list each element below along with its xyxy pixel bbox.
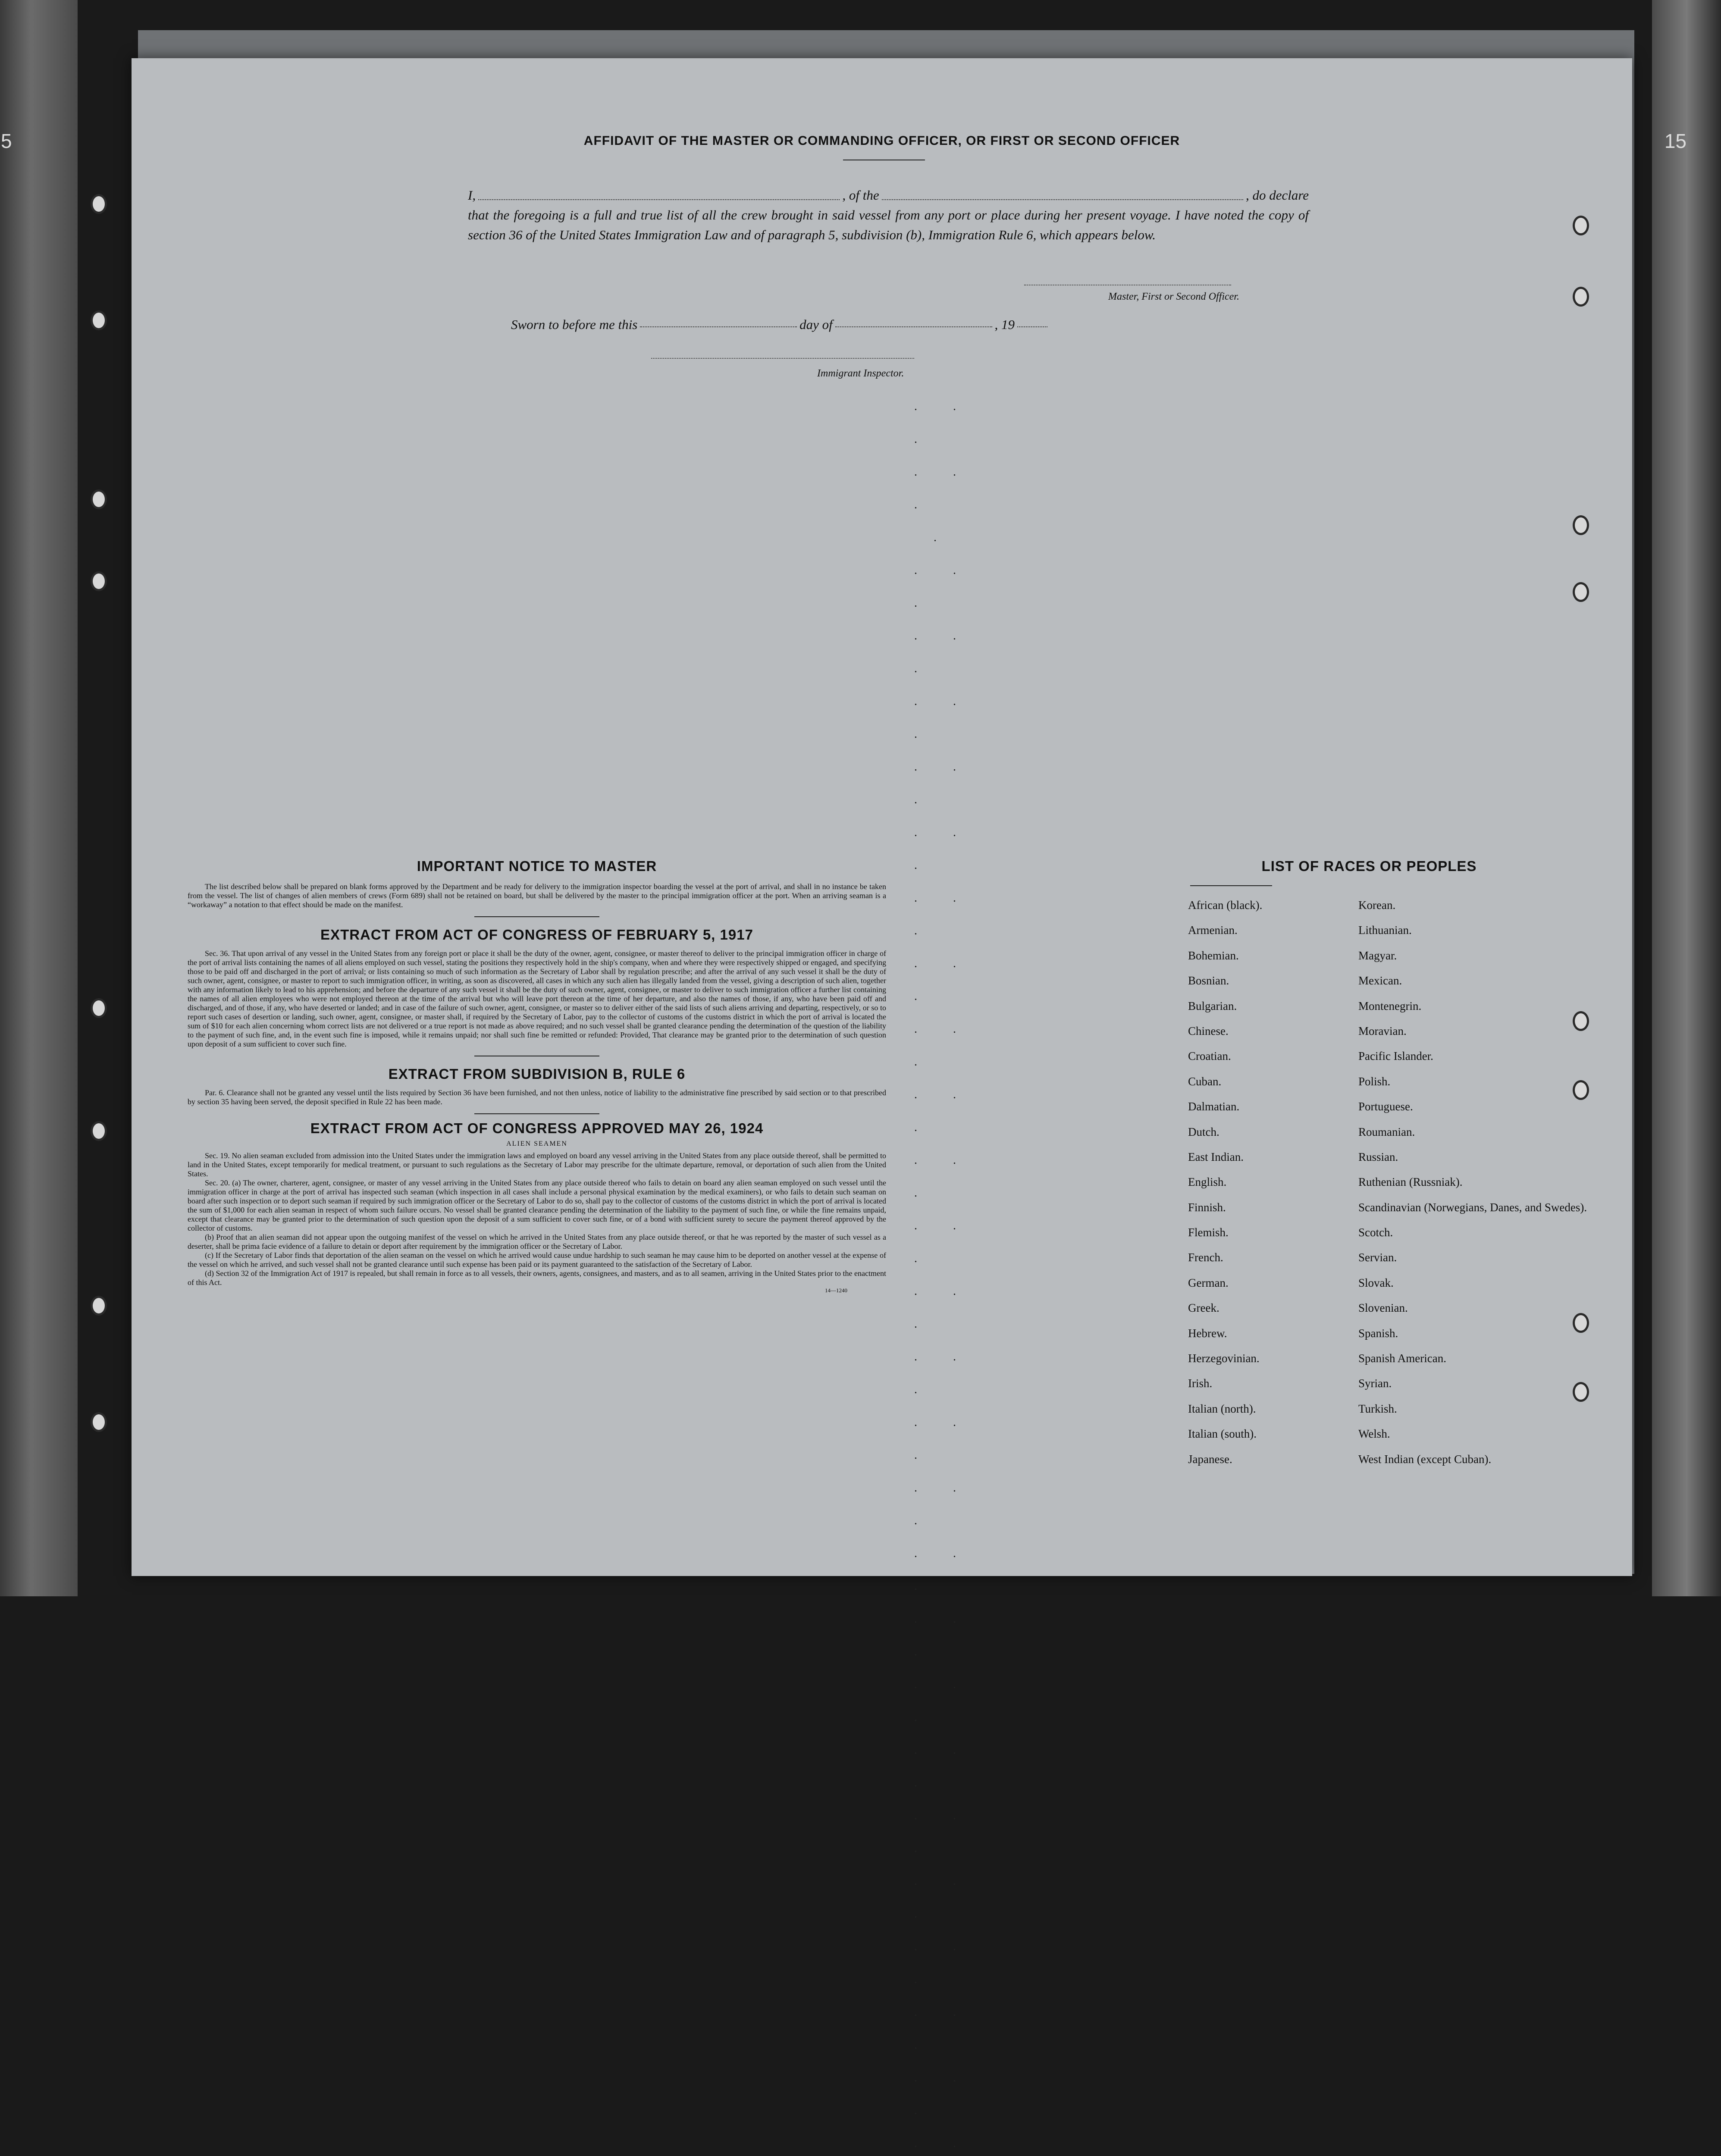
race-item: Chinese. bbox=[1188, 1024, 1229, 1037]
race-item: Korean. bbox=[1358, 899, 1396, 912]
inspector-signature-label: Immigrant Inspector. bbox=[817, 368, 904, 379]
race-item: Lithuanian. bbox=[1358, 924, 1412, 937]
binder-left-edge bbox=[0, 0, 78, 1596]
race-item: Syrian. bbox=[1358, 1377, 1392, 1390]
sworn-month-prefix: day of bbox=[799, 317, 833, 332]
sworn-year-prefix: , 19 bbox=[994, 317, 1015, 332]
extract-1917-text: Sec. 36. That upon arrival of any vessel in the United States from any foreign port or place it shall be the duty of the owner, agent, consignee, or master thereof to deliver to the principal immigration officer in charge of the port of arrival lists containing the names of all aliens employed on such vessel, stating the positions they respectively hold in the ship's company, when and where they were respectively shipped or engaged, and specifying those to be paid off and discharged in the port of arrival; or lists containing so much of such information as the Secretary of Labor shall by regulation prescribe; and after the arrival of any such vessel it shall be the duty of such owner, agent, consignee, or master to report to such immigration officer, in writing, as soon as discovered, all cases in which any such alien has illegally landed from the vessel, giving a description of such alien, together with any information likely to lead to his apprehension; and before the departure of any such vessel it shall be the duty of such owner, agent, consignee, or master to deliver to such immigration officer a further list containing the names of all alien employees who were not employed thereon at the time of the arrival but who will leave port thereon at the time of her departure, and also the names of those, if any, who have been paid off and discharged, and of those, if any, who have deserted or landed; and in case of the failure of such owner, agent, consignee, or master so to deliver either of the said lists of such aliens arriving and departing, respectively, or so to report such cases of desertion or landing, such owner, agent, consignee, or master shall, if required by the Secretary of Labor, pay to the collector of customs of the customs district in which the port of arrival is located the sum of $10 for each alien concerning whom correct lists are not delivered or a true report is not made as above required; and no such vessel shall be granted clearance pending the determination of the question of the liability to the payment of such fine, and, in the event such fine is imposed, while it remains unpaid; nor shall such fine be remitted or refunded: Provided, That clearance may be granted prior to the determination of such question upon deposit of a sum sufficient to cover such fine. bbox=[188, 949, 886, 1048]
binder-hole bbox=[91, 998, 107, 1018]
binder-hole bbox=[1573, 515, 1589, 535]
sec20b-text: (b) Proof that an alien seaman did not appear upon the outgoing manifest of the vessel on which he arrived in the United States from any place outside thereof, or that he was reported by the master of such vessel as a deserter, shall be prima facie evidence of a failure to detain or deport after requirement by the immigration officer or the Secretary of Labor. bbox=[188, 1233, 886, 1250]
race-item: Bohemian. bbox=[1188, 949, 1239, 962]
race-item: Croatian. bbox=[1188, 1050, 1231, 1063]
race-item: Moravian. bbox=[1358, 1024, 1407, 1037]
race-item: Magyar. bbox=[1358, 949, 1397, 962]
binder-hole bbox=[91, 194, 107, 214]
alien-seamen-subtitle: ALIEN SEAMEN bbox=[506, 1140, 567, 1147]
race-item: Montenegrin. bbox=[1358, 999, 1422, 1012]
declarant-name-field[interactable] bbox=[478, 185, 840, 200]
race-item: Greek. bbox=[1188, 1301, 1219, 1315]
extract-1924-title: EXTRACT FROM ACT OF CONGRESS APPROVED MAY 26, 1924 bbox=[310, 1120, 764, 1136]
race-item: Armenian. bbox=[1188, 924, 1238, 937]
race-item: Japanese. bbox=[1188, 1452, 1232, 1466]
sworn-prefix: Sworn to before me this bbox=[511, 317, 638, 332]
extract-rule6-text: Par. 6. Clearance shall not be granted any vessel until the lists required by Section 36 have been furnished, and not then unless, notice of liability to the administrative fine prescribed by said section or to that prescribed by section 35 having been served, the deposit specified in Rule 22 has been made. bbox=[188, 1088, 886, 1106]
vessel-name-field[interactable] bbox=[882, 185, 1243, 200]
race-item: Welsh. bbox=[1358, 1427, 1390, 1441]
race-item: Italian (north). bbox=[1188, 1402, 1256, 1415]
race-item: Slovenian. bbox=[1358, 1301, 1408, 1315]
sworn-day-field[interactable] bbox=[640, 317, 797, 327]
race-item: Bulgarian. bbox=[1188, 999, 1237, 1012]
race-item: Scotch. bbox=[1358, 1226, 1393, 1239]
sec20d-text: (d) Section 32 of the Immigration Act of 1917 is repealed, but shall remain in force as to all vessels, their owners, agents, consignees, and masters, and as to all seamen, arriving in the United States prior to the enactment of this Act. bbox=[188, 1269, 886, 1287]
race-item: Russian. bbox=[1358, 1150, 1398, 1163]
binder-hole bbox=[91, 1412, 107, 1432]
binder-hole bbox=[91, 1121, 107, 1141]
document-page bbox=[132, 58, 1632, 2150]
race-item: Spanish American. bbox=[1358, 1352, 1446, 1365]
race-item: Pacific Islander. bbox=[1358, 1050, 1433, 1063]
race-item: Irish. bbox=[1188, 1377, 1213, 1390]
races-list-title: LIST OF RACES OR PEOPLES bbox=[1261, 858, 1477, 874]
race-item: German. bbox=[1188, 1276, 1229, 1289]
race-item: Slovak. bbox=[1358, 1276, 1394, 1289]
race-item: Polish. bbox=[1358, 1075, 1391, 1088]
races-title-underline bbox=[1190, 885, 1272, 886]
notice-title: IMPORTANT NOTICE TO MASTER bbox=[417, 858, 657, 874]
sec20c-text: (c) If the Secretary of Labor finds that deportation of the alien seaman on the vessel on which he arrived would cause undue hardship to such seaman he may cause him to be deported on another vessel at the expense of the vessel on which he arrived, and such vessel shall not be granted clearance until such expense has been paid or its payment guaranteed to the satisfaction of the Secretary of Labor. bbox=[188, 1251, 886, 1269]
affidavit-body: that the foregoing is a full and true list of all the crew brought in said vessel from any port or place during her present voyage. I have noted the copy of section 36 of the United States Immigration Law and of paragraph 5, subdivision (b), Immigration Rule 6, which appears below. bbox=[468, 207, 1309, 242]
affidavit-statement bbox=[468, 185, 1309, 245]
binder-hole bbox=[91, 571, 107, 591]
binder-hole bbox=[91, 1296, 107, 1316]
race-item: African (black). bbox=[1188, 899, 1263, 912]
races-list bbox=[1188, 899, 1598, 1478]
race-item: West Indian (except Cuban). bbox=[1358, 1452, 1492, 1466]
officer-signature-label: Master, First or Second Officer. bbox=[1108, 291, 1239, 302]
race-item: Portuguese. bbox=[1358, 1100, 1413, 1113]
race-item: Servian. bbox=[1358, 1251, 1397, 1264]
race-item: Cuban. bbox=[1188, 1075, 1222, 1088]
race-item: French. bbox=[1188, 1251, 1223, 1264]
left-edge-page-number: 5 bbox=[1, 130, 12, 152]
race-item: East Indian. bbox=[1188, 1150, 1244, 1163]
declarant-prefix: I, bbox=[468, 188, 476, 203]
inspector-signature-field[interactable] bbox=[651, 358, 914, 359]
race-item: Spanish. bbox=[1358, 1326, 1398, 1340]
race-item: Scandinavian (Norwegians, Danes, and Swedes). bbox=[1358, 1200, 1587, 1214]
affidavit-declaration-line bbox=[468, 185, 1309, 205]
section-divider bbox=[474, 1113, 599, 1114]
notice-column bbox=[188, 858, 886, 1294]
sworn-line bbox=[511, 317, 1050, 332]
binder-right-edge bbox=[1652, 0, 1721, 1596]
dot-column-decoration: . . . . . . . . . . . . . . . . . . . . . . . . . . . . . . . . . . . . . . . . . . . . . . . . . . . . . . . . . . . . . . . . . . . . . . . . . . . . . . . . . bbox=[914, 400, 972, 2150]
notice-text: The list described below shall be prepared on blank forms approved by the Department and be ready for delivery to the immigration inspector boarding the vessel at the port of arrival, and shall in no instance be taken from the vessel. The list of changes of alien members of crews (Form 689) shall not be retained on board, but shall be delivered by the master to the principal immigration officer at the port. When an arriving seaman is a “workaway” a notation to that effect should be made on the manifest. bbox=[188, 882, 886, 909]
binder-hole bbox=[1573, 287, 1589, 307]
binder-hole bbox=[91, 310, 107, 330]
race-item: Turkish. bbox=[1358, 1402, 1397, 1415]
affidavit-title: AFFIDAVIT OF THE MASTER OR COMMANDING OFFICER, OR FIRST OR SECOND OFFICER bbox=[583, 134, 1180, 148]
extract-rule6-title: EXTRACT FROM SUBDIVISION B, RULE 6 bbox=[388, 1066, 686, 1082]
declare-suffix: , do declare bbox=[1245, 188, 1309, 203]
race-item: Flemish. bbox=[1188, 1226, 1229, 1239]
binder-hole bbox=[1573, 216, 1589, 235]
sworn-month-field[interactable] bbox=[835, 317, 992, 327]
race-item: Finnish. bbox=[1188, 1200, 1226, 1214]
binder-hole bbox=[91, 489, 107, 509]
sec20a-text: Sec. 20. (a) The owner, charterer, agent, consignee, or master of any vessel arriving in the United States from any place outside thereof who fails to detain on board any alien seaman employed on such vessel until the immigration officer in charge at the port of arrival has inspected such seaman (which inspection in all cases shall include a personal physical examination by the medical examiners), or who fails to detain such seaman on board after such inspection or to deport such seaman if required by such immigration officer or the Secretary of Labor to do so, shall pay to the collector of customs of the customs district in which the port of arrival is located the sum of $1,000 for each alien seaman in respect of whom such failure occurs. No vessel shall be granted clearance pending the determination of the liability to the payment of such fine, or while the fine remains unpaid, except that clearance may be granted prior to the determination of such question upon the deposit of a sum sufficient to cover such fine, or of a bond with sufficient surety to secure the payment thereof approved by the collector of customs. bbox=[188, 1178, 886, 1232]
race-item: Dutch. bbox=[1188, 1125, 1219, 1138]
binder-hole bbox=[1573, 582, 1589, 602]
race-item: Ruthenian (Russniak). bbox=[1358, 1175, 1463, 1189]
section-divider bbox=[474, 916, 599, 917]
race-item: Roumanian. bbox=[1358, 1125, 1415, 1138]
extract-1917-title: EXTRACT FROM ACT OF CONGRESS OF FEBRUARY 5, 1917 bbox=[320, 927, 753, 943]
race-item: Dalmatian. bbox=[1188, 1100, 1240, 1113]
race-item: English. bbox=[1188, 1175, 1227, 1189]
right-edge-page-number: 15 bbox=[1664, 130, 1687, 152]
form-number: 14—1240 bbox=[825, 1287, 847, 1294]
race-item: Herzegovinian. bbox=[1188, 1352, 1260, 1365]
race-item: Italian (south). bbox=[1188, 1427, 1257, 1441]
race-item: Mexican. bbox=[1358, 974, 1402, 987]
race-item: Bosnian. bbox=[1188, 974, 1229, 987]
vessel-prefix: , of the bbox=[842, 188, 879, 203]
sec19-text: Sec. 19. No alien seaman excluded from admission into the United States under the immigration laws and employed on board any vessel arriving in the United States from any place outside thereof, shall be permitted to land in the United States, except temporarily for medical treatment, or pursuant to such regulations as the Secretary of Labor may prescribe for the ultimate departure, removal, or deportation of such alien from the United States. bbox=[188, 1151, 886, 1178]
race-item: Hebrew. bbox=[1188, 1326, 1227, 1340]
sworn-year-field[interactable] bbox=[1017, 317, 1047, 327]
